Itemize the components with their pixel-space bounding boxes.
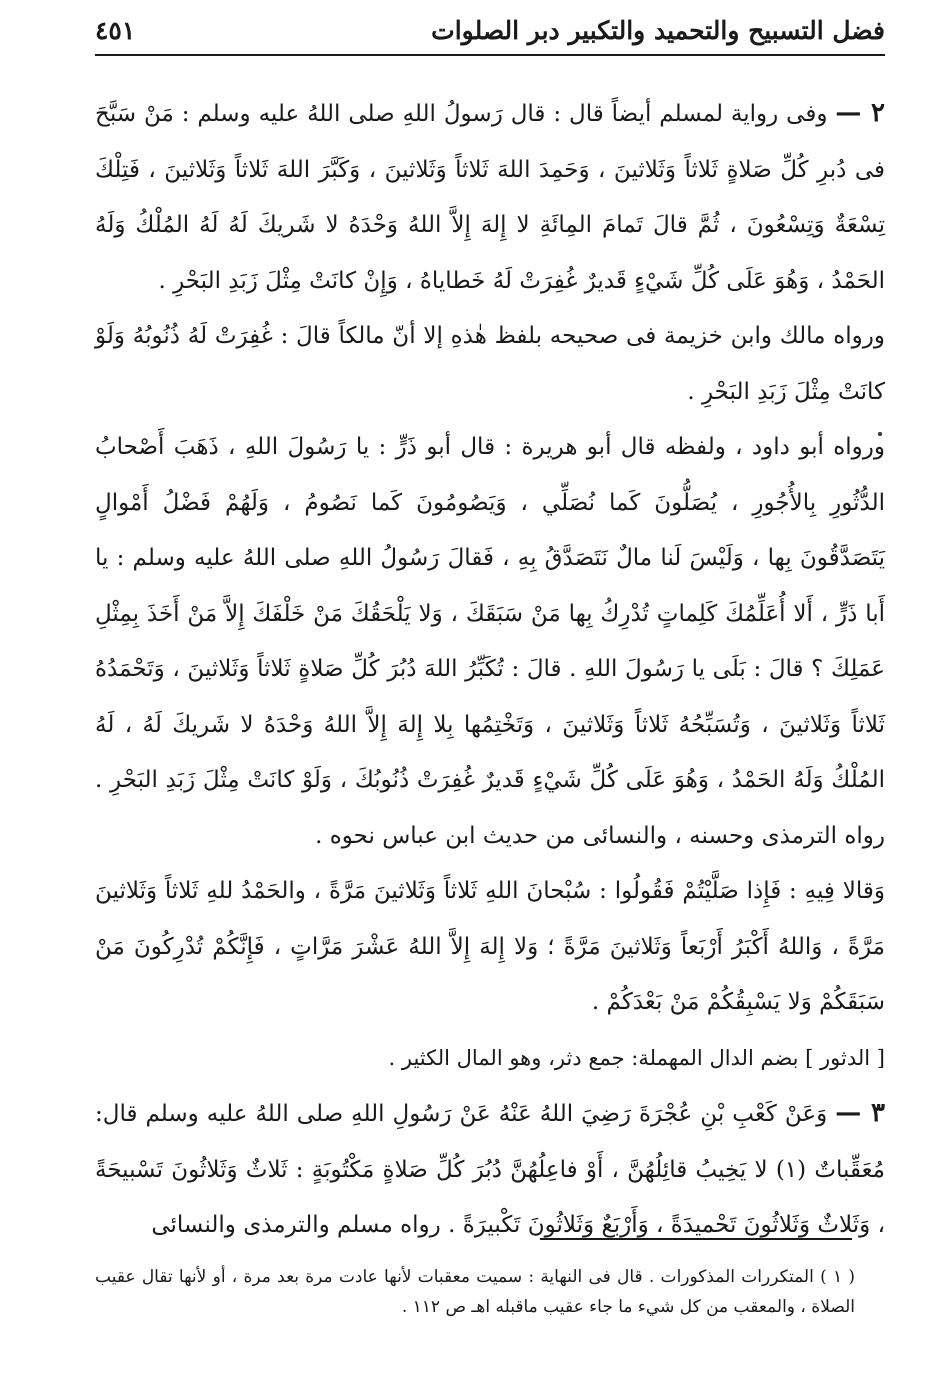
narration-addendum — [95, 864, 885, 1031]
narration-malik — [95, 309, 885, 420]
paragraph-text: وفى رواية لمسلم أيضاً قال : قال رَسولُ اللهِ صلى اللهُ عليه وسلم : مَنْ سَبَّحَ فى دُبرِ كُلِّ صَلاةٍ ثَلاثاً وَثَلاثينَ ، وَحَمِدَ اللهَ ثَلاثاً وَثَلاثينَ ، وَكَبَّرَ اللهَ ثَلاثاً وَثَلاثينَ ، فَتِلْكَ تِسْعَةٌ وَتِسْعُونَ ، ثُمَّ قالَ تَمامَ المِائَةِ لا إِلهَ إِلاَّ اللهُ وَحْدَهُ لا شَريكَ لَهُ لَهُ المُلْكُ وَلَهُ الحَمْدُ ، وَهُوَ عَلَى كُلِّ شَيْءٍ قَديرٌ غُفِرَتْ لَهُ خَطاياهُ ، وَإِنْ كانَتْ مِثْلَ زَبَدِ البَحْرِ . — [95, 101, 885, 294]
footnote-text: ( ١ ) المتكررات المذكورات . قال فى النهاية : سميت معقبات لأنها عادت مرة بعد مرة ، أو لأنها تقال عقيب الصلاة ، والمعقب من كل شيء ما جاء عقيب ماقبله اهـ ص ١١٢ . — [95, 1267, 855, 1317]
page-header — [95, 10, 885, 50]
paragraph-text: وَعَنْ كَعْبِ بْنِ عُجْرَةَ رَضِيَ اللهُ عَنْهُ عَنْ رَسُولِ اللهِ صلى اللهُ عليه وسلم قال: مُعَقِّباتٌ (١) لا يَخِيبُ قائِلُهُنَّ ، أَوْ فاعِلُهُنَّ دُبُرَ كُلِّ صَلاةٍ مَكْتُوبَةٍ : ثَلاثٌ وَثَلاثُونَ تَسْبيحَةً ، وَثَلاثٌ وَثَلاثُونَ تَحْميدَةً ، وَأَرْبَعٌ وَثَلاثُونَ تَكْبيرَةً . رواه مسلم والترمذى والنسائى — [95, 1101, 885, 1238]
paragraph-text: وَقالا فِيهِ : فَإِذا صَلَّيْتُمْ فَقُولُوا : سُبْحانَ اللهِ ثَلاثاً وَثَلاثينَ مَرَّةً ، والحَمْدُ للهِ ثَلاثاً وَثَلاثينَ مَرَّةً ، وَاللهُ أَكْبَرُ أَرْبَعاً وَثَلاثينَ مَرَّةً ؛ وَلا إِلهَ إِلاَّ اللهُ عَشْرَ مَرَّاتٍ ، فَإِنَّكُمْ تُدْرِكُونَ مَنْ سَبَقَكُمْ وَلا يَسْبِقُكُمْ مَنْ بَعْدَكُمْ . — [95, 878, 885, 1015]
hadith-paragraph-2 — [95, 86, 885, 309]
header-rule — [95, 54, 885, 56]
hadith-paragraph-3 — [95, 1086, 885, 1254]
paragraph-text: ورواه مالك وابن خزيمة فى صحيحه بلفظ هٰذهِ إلا أنّ مالكاً قالَ : غُفِرَتْ لَهُ ذُنُوبُهُ وَلَوْ كانَتْ مِثْلَ زَبَدِ البَحْرِ . — [95, 323, 885, 405]
narration-abu-dawud — [95, 420, 885, 864]
hadith-number: ٣ — — [835, 1098, 885, 1128]
gloss-note — [95, 1031, 885, 1087]
paragraph-text: [ الدثور ] بضم الدال المهملة: جمع دثر، وهو المال الكثير . — [388, 1045, 885, 1070]
main-text — [95, 86, 885, 1254]
footnote — [95, 1262, 855, 1322]
hadith-number: ٢ — — [835, 98, 885, 128]
paragraph-text: ورواه أبو داود ، ولفظه قال أبو هريرة : قال أبو ذَرٍّ : يا رَسُولَ اللهِ ، ذَهَبَ أَصْحابُ الدُّثُورِ بِالأُجُورِ ، يُصَلُّونَ كَما نُصَلِّي ، وَيَصُومُونَ كَما نَصُومُ ، وَلَهُمْ فَضْلُ أَمْوالٍ يَتَصَدَّقُونَ بِها ، وَلَيْسَ لَنا مالٌ نَتَصَدَّقُ بِهِ ، فَقالَ رَسُولُ اللهِ صلى اللهُ عليه وسلم : يا أَبا ذَرٍّ ، أَلا أُعَلِّمُكَ كَلِماتٍ تُدْرِكُ بِها مَنْ سَبَقَكَ ، وَلا يَلْحَقُكَ مَنْ خَلْفَكَ إِلاَّ مَنْ أَخَذَ بِمِثْلِ عَمَلِكَ ؟ قالَ : بَلَى يا رَسُولَ اللهِ . قالَ : تُكَبِّرُ اللهَ دُبُرَ كُلِّ صَلاةٍ ثَلاثاً وَثَلاثينَ ، وَتَحْمَدُهُ ثَلاثاً وَثَلاثينَ ، وَتُسَبِّحُهُ ثَلاثاً وَثَلاثينَ ، وَتَخْتِمُها بِلا إِلهَ إِلاَّ اللهُ وَحْدَهُ لا شَريكَ لَهُ ، لَهُ المُلْكُ وَلَهُ الحَمْدُ ، وَهُوَ عَلَى كُلِّ شَيْءٍ قَديرٌ غُفِرَتْ ذُنُوبُكَ ، وَلَوْ كانَتْ مِثْلَ زَبَدِ البَحْرِ . رواه الترمذى وحسنه ، والنسائى من حديث ابن عباس نحوه . — [95, 434, 885, 849]
running-title: فضل التسبيح والتحميد والتكبير دبر الصلوات — [431, 15, 885, 45]
page-number: ٤٥١ — [95, 15, 136, 45]
footnote-rule — [540, 1238, 852, 1240]
